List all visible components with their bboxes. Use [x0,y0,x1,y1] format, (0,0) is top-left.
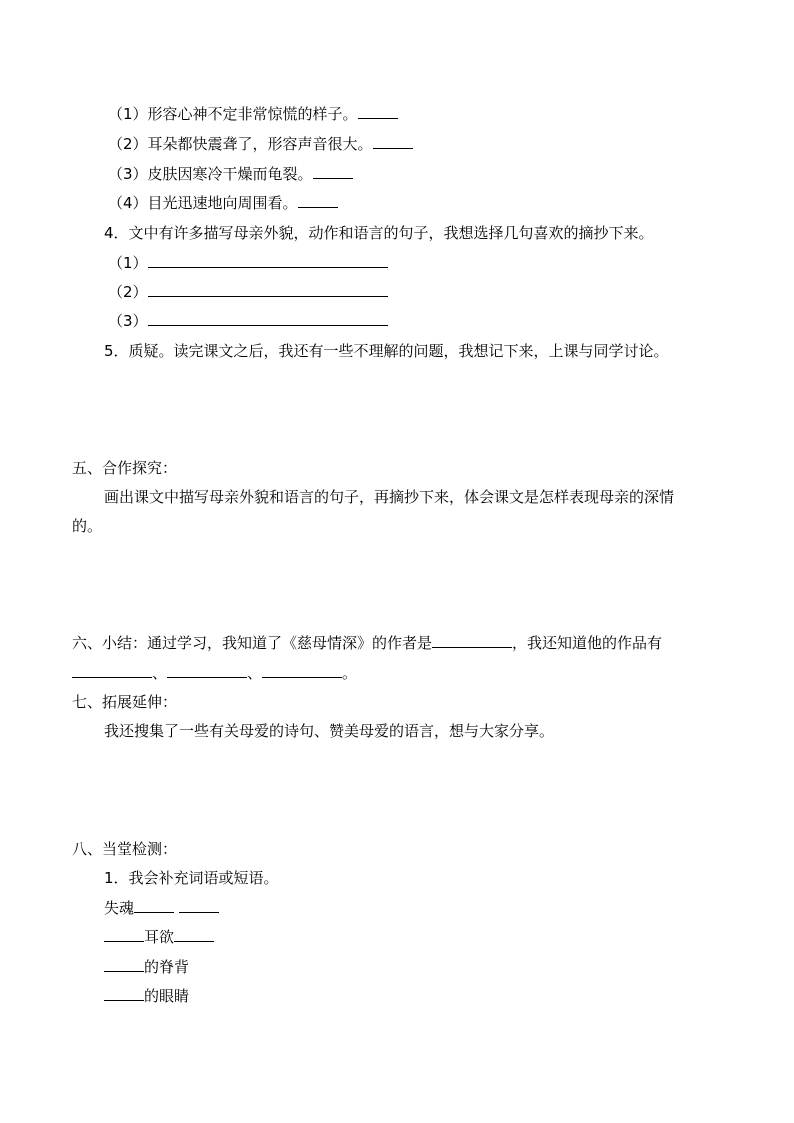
answer-blank[interactable] [134,898,174,913]
q3-item-2-text: （2）耳朵都快震聋了，形容声音很大。 [108,135,373,153]
answer-line[interactable] [148,253,388,268]
answer-line[interactable] [148,282,388,297]
answer-line[interactable] [148,311,388,326]
word-fill-4 [104,986,189,1006]
section8-heading: 八、当堂检测： [72,840,178,858]
answer-blank[interactable] [358,104,398,119]
q3-item-4-text: （4）目光迅速地向周围看。 [108,194,298,212]
q4-line-3-label: （3） [108,312,148,330]
section6-line2 [72,663,357,683]
q4-line-2-label: （2） [108,283,148,301]
section8-q1: 1．我会补充词语或短语。 [104,869,279,887]
author-blank[interactable] [432,633,512,648]
work-blank-2[interactable] [167,663,247,678]
answer-blank[interactable] [104,957,144,972]
q4-line-1-label: （1） [108,254,148,272]
word-fill-2 [104,927,214,947]
q3-item-3-text: （3）皮肤因寒冷干燥而龟裂。 [108,165,313,183]
q3-item-1-text: （1）形容心神不定非常惊慌的样子。 [108,105,358,123]
section5-heading: 五、合作探究： [72,459,178,477]
section5-body-line1: 画出课文中描写母亲外貌和语言的句子，再摘抄下来，体会课文是怎样表现母亲的深情 [104,488,675,506]
section7-body: 我还搜集了一些有关母爱的诗句、赞美母爱的语言，想与大家分享。 [104,722,555,740]
section6-prefix: 六、小结：通过学习，我知道了《慈母情深》的作者是 [72,634,433,652]
section5-body-line2: 的。 [72,517,103,535]
answer-blank[interactable] [298,193,338,208]
answer-blank[interactable] [104,927,144,942]
q3-item-2 [108,134,413,154]
section6-end: 。 [342,664,358,682]
q3-item-3 [108,164,353,184]
section6-middle: ，我还知道他的作品有 [512,634,663,652]
answer-blank[interactable] [373,134,413,149]
q5-prompt: 5．质疑。读完课文之后，我还有一些不理解的问题，我想记下来，上课与同学讨论。 [104,342,669,360]
q4-prompt: 4．文中有许多描写母亲外貌，动作和语言的句子，我想选择几句喜欢的摘抄下来。 [104,224,654,242]
separator: 、 [152,664,168,682]
q3-item-4 [108,193,338,213]
section7-heading: 七、拓展延伸： [72,693,178,711]
word-fill-3-text: 的脊背 [144,958,190,976]
answer-blank[interactable] [174,927,214,942]
q3-item-1 [108,104,398,124]
word-fill-3 [104,957,189,977]
work-blank-3[interactable] [262,663,342,678]
word-fill-4-text: 的眼睛 [144,987,190,1005]
word-fill-2-text: 耳欲 [144,928,175,946]
answer-blank[interactable] [104,986,144,1001]
word-fill-1 [104,898,219,918]
section6-line1 [72,633,662,653]
word-fill-1-prefix: 失魂 [104,899,135,917]
q4-line-2 [108,282,388,302]
work-blank-1[interactable] [72,663,152,678]
answer-blank[interactable] [179,898,219,913]
q4-line-1 [108,253,388,273]
answer-blank[interactable] [313,164,353,179]
q4-line-3 [108,311,388,331]
separator: 、 [247,664,263,682]
